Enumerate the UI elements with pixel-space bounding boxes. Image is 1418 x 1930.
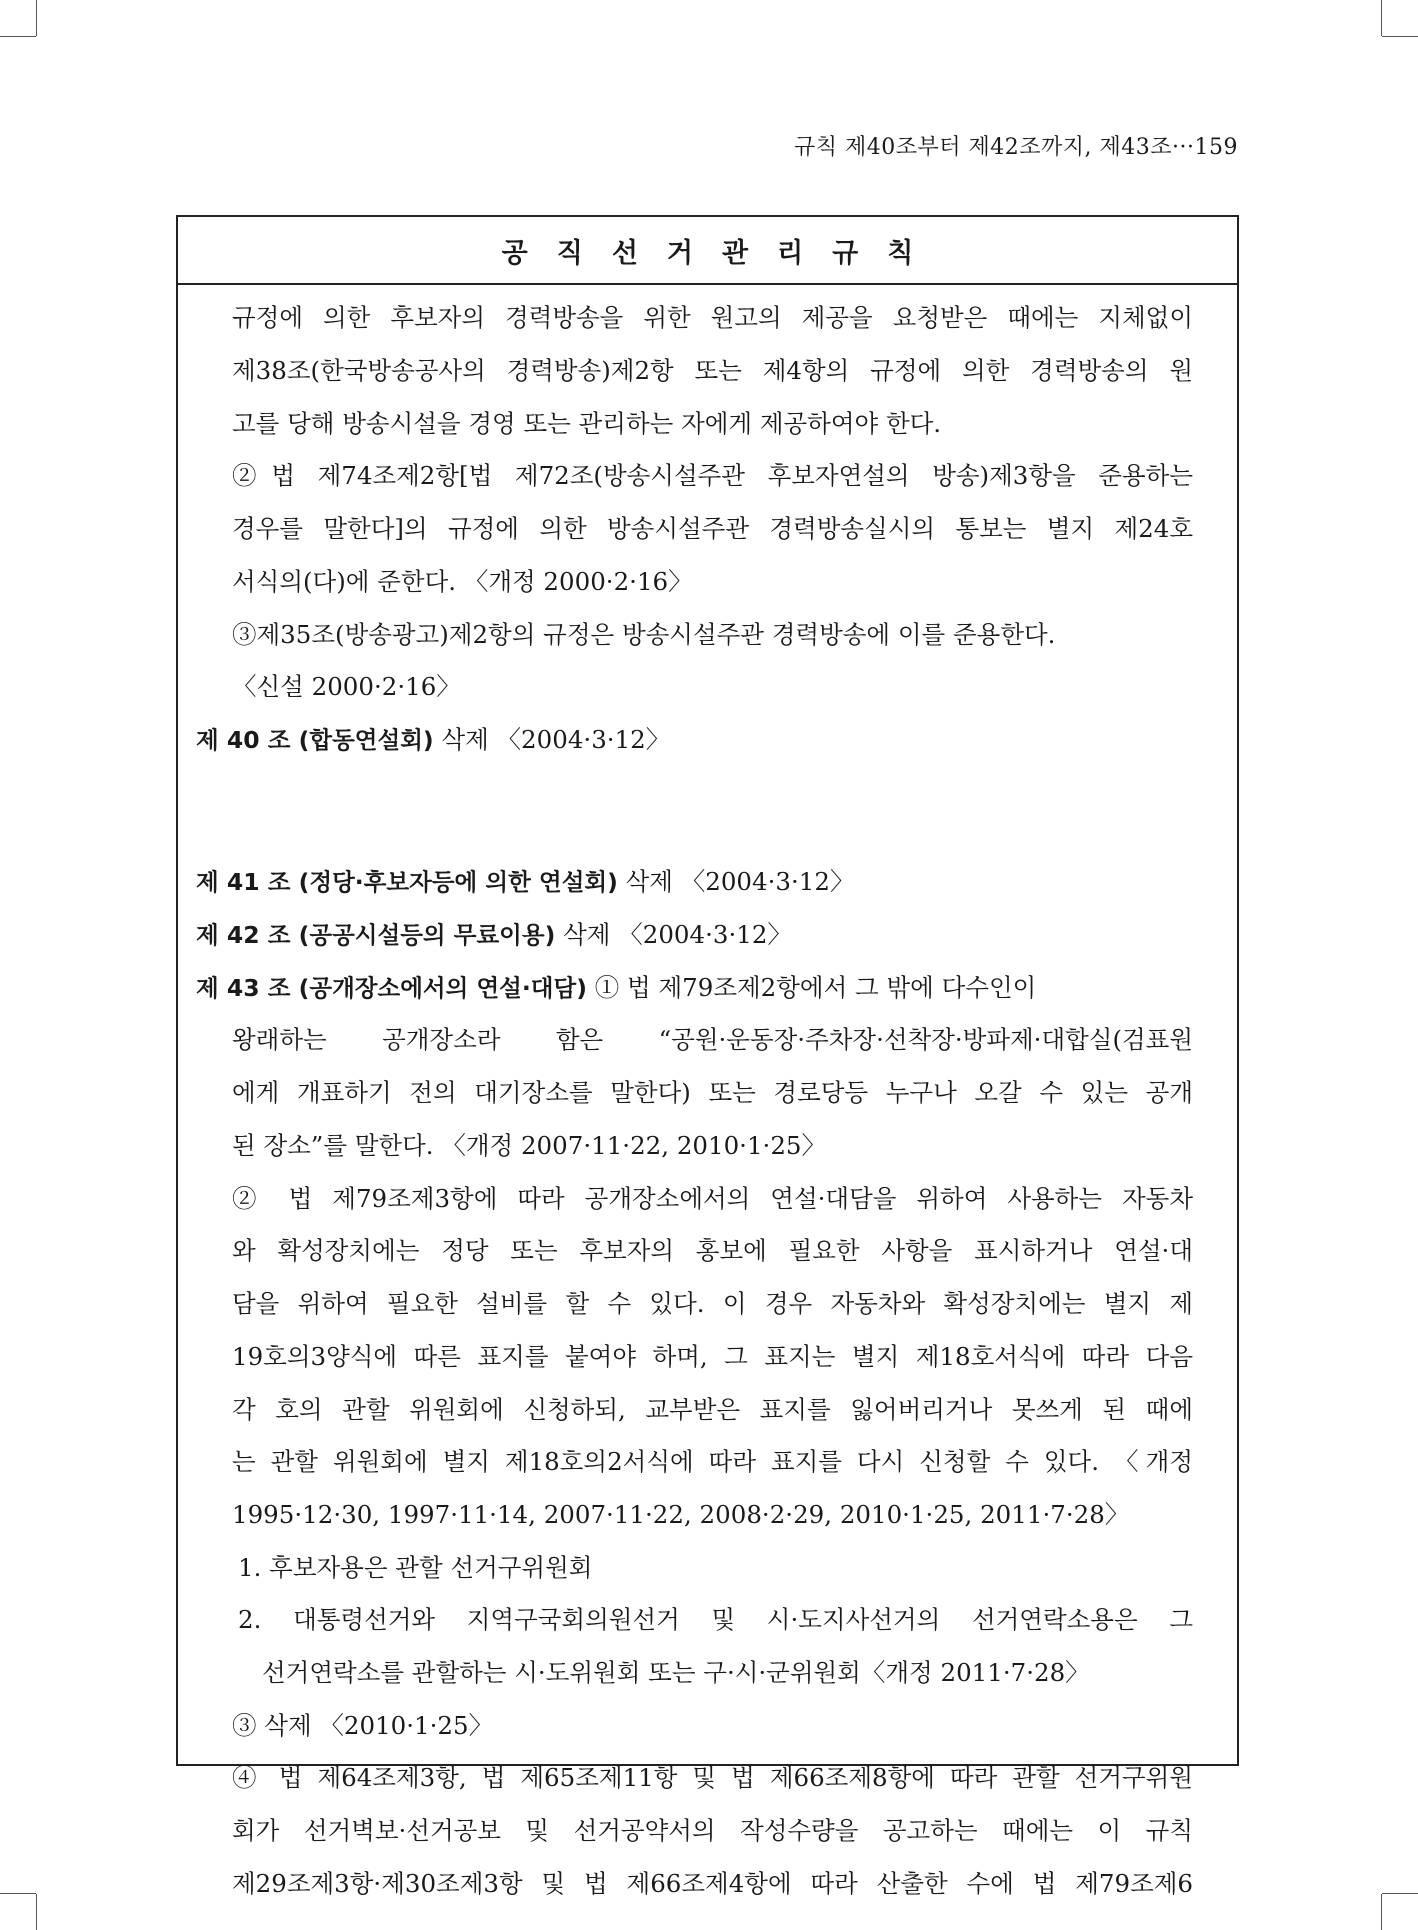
text-line: 와 확성장치에는 정당 또는 후보자의 홍보에 필요한 사항을 표시하거나 연설·대 [232, 1236, 1193, 1265]
article-40 [196, 725, 670, 755]
text-line: 서식의(다)에 준한다. 〈개정 2000·2·16〉 [232, 567, 693, 596]
crop-mark [1381, 1894, 1382, 1930]
text-line: ④ 법 제64조제3항, 법 제65조제11항 및 법 제66조제8항에 따라 관할 선거구위원 [232, 1763, 1193, 1792]
text-line: 제29조제3항·제30조제3항 및 법 제66조제4항에 따라 산출한 수에 법 제79조제6 [232, 1869, 1193, 1898]
crop-mark [1382, 1893, 1418, 1894]
text-line: 된 장소”를 말한다. 〈개정 2007·11·22, 2010·1·25〉 [232, 1131, 827, 1160]
crop-mark [0, 1893, 36, 1894]
article-heading: 제 42 조 (공공시설등의 무료이용) [196, 921, 556, 949]
list-item: 1. 후보자용은 관할 선거구위원회 [238, 1553, 593, 1582]
text-line: 19호의3양식에 따른 표지를 붙여야 하며, 그 표지는 별지 제18호서식에 따라 다음 [232, 1342, 1193, 1371]
running-header: 규칙 제40조부터 제42조까지, 제43조···159 [794, 135, 1238, 160]
text-line: 제38조(한국방송공사의 경력방송)제2항 또는 제4항의 규정에 의한 경력방송의 원 [232, 356, 1193, 385]
text-line: 경우를 말한다]의 규정에 의한 방송시설주관 경력방송실시의 통보는 별지 제24호 [232, 514, 1193, 543]
crop-mark [36, 0, 37, 36]
text-line: 회가 선거벽보·선거공보 및 선거공약서의 작성수량을 공고하는 때에는 이 규칙 [232, 1816, 1193, 1845]
text-line: 1995·12·30, 1997·11·14, 2007·11·22, 2008·2·29, 2010·1·25, 2011·7·28〉 [232, 1500, 1130, 1529]
document-title: 공직선거관리규칙 [501, 237, 943, 269]
article-text: 삭제 〈2004·3·12〉 [563, 920, 792, 949]
crop-mark [36, 1894, 37, 1930]
text-line: 에게 개표하기 전의 대기장소를 말한다) 또는 경로당등 누구나 오갈 수 있는 공개 [232, 1078, 1193, 1107]
crop-mark [1381, 0, 1382, 36]
crop-mark [0, 36, 36, 37]
list-item: 2. 대통령선거와 지역구국회의원선거 및 시·도지사선거의 선거연락소용은 그 [238, 1605, 1193, 1634]
text-line: 〈신설 2000·2·16〉 [232, 672, 461, 701]
article-41 [196, 867, 854, 897]
article-43 [196, 973, 1036, 1003]
text-line: 고를 당해 방송시설을 경영 또는 관리하는 자에게 제공하여야 한다. [232, 409, 942, 438]
text-line: 선거연락소를 관할하는 시·도위원회 또는 구·시·군위원회〈개정 2011·7·28〉 [262, 1658, 1090, 1687]
text-line: ②법 제74조제2항[법 제72조(방송시설주관 후보자연설의 방송)제3항을 준용하는 [232, 461, 1193, 490]
text-line: 규정에 의한 후보자의 경력방송을 위한 원고의 제공을 요청받은 때에는 지체없이 [232, 303, 1193, 332]
article-text: ① 법 제79조제2항에서 그 밖에 다수인이 [594, 973, 1037, 1002]
crop-mark [1382, 36, 1418, 37]
article-text: 삭제 〈2004·3·12〉 [441, 725, 671, 754]
article-heading: 제 43 조 (공개장소에서의 연설·대담) [196, 974, 587, 1002]
article-42 [196, 920, 792, 950]
text-line: 담을 위하여 필요한 설비를 할 수 있다. 이 경우 자동차와 확성장치에는 별지 제 [232, 1289, 1193, 1318]
text-line: 왕래하는 공개장소라 함은 “공원·운동장·주차장·선착장·방파제·대합실(검표원 [232, 1025, 1193, 1054]
text-line: ③ 삭제 〈2010·1·25〉 [232, 1711, 494, 1740]
document-frame [176, 215, 1239, 1898]
article-heading: 제 40 조 (합동연설회) [196, 726, 434, 754]
article-heading: 제 41 조 (정당·후보자등에 의한 연설회) [196, 868, 618, 896]
text-line: ③제35조(방송광고)제2항의 규정은 방송시설주관 경력방송에 이를 준용한다. [232, 620, 1056, 649]
text-line: ② 법 제79조제3항에 따라 공개장소에서의 연설·대담을 위하여 사용하는 자동차 [232, 1184, 1193, 1213]
title-bar [178, 217, 1237, 285]
article-text: 삭제 〈2004·3·12〉 [625, 867, 855, 896]
text-line: 는 관할 위원회에 별지 제18호의2서식에 따라 표지를 다시 신청할 수 있다. 〈개정 [232, 1447, 1193, 1476]
text-line: 각 호의 관할 위원회에 신청하되, 교부받은 표지를 잃어버리거나 못쓰게 된 때에 [232, 1395, 1193, 1424]
